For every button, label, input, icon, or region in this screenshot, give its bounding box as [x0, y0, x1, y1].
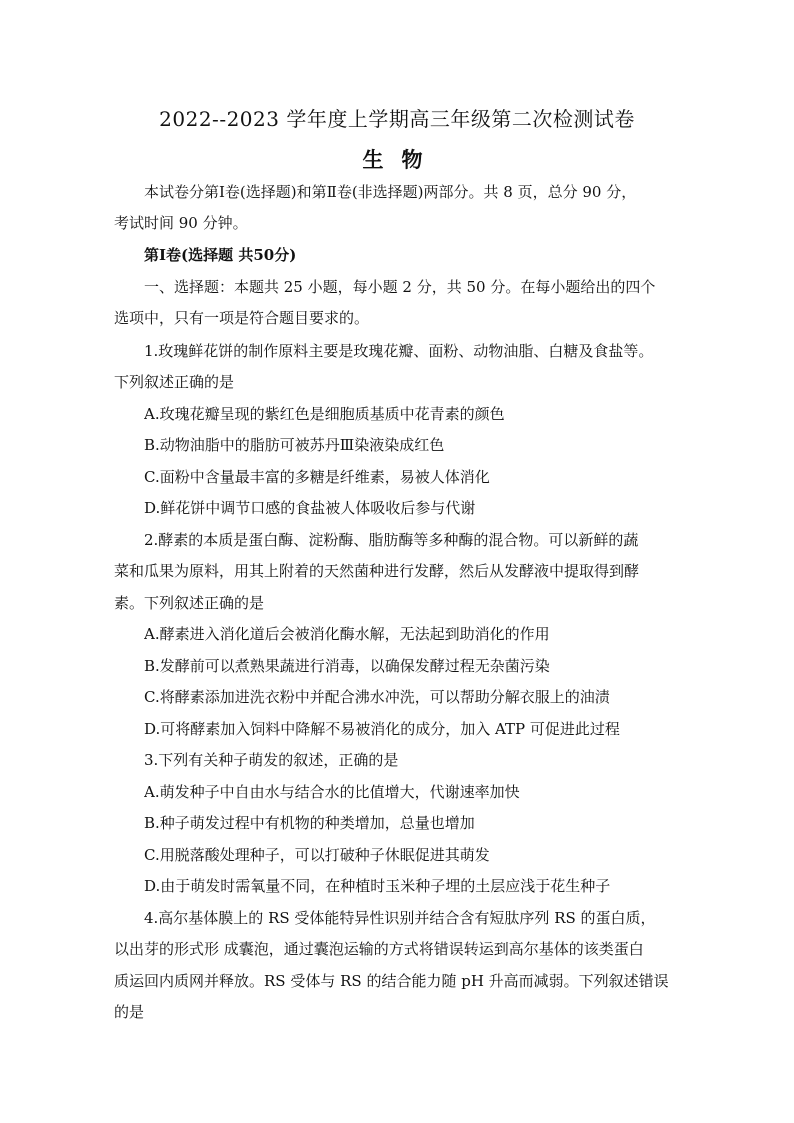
question-option: D.鲜花饼中调节口感的食盐被人体吸收后参与代谢 — [144, 499, 476, 517]
question-stem: 菜和瓜果为原料，用其上附着的天然菌种进行发酵，然后从发酵液中提取得到酵 — [114, 562, 640, 580]
question-option: C.面粉中含量最丰富的多糖是纤维素，易被人体消化 — [144, 468, 490, 486]
question-option: A.萌发种子中自由水与结合水的比值增大，代谢速率加快 — [144, 783, 520, 801]
question-stem: 质运回内质网并释放。RS 受体与 RS 的结合能力随 pH 升高而减弱。下列叙述错误 — [114, 972, 669, 990]
question-option: C.将酵素添加进洗衣粉中并配合沸水冲洗，可以帮助分解衣服上的油渍 — [144, 688, 610, 706]
question-option: A.酵素进入消化道后会被消化酶水解，无法起到助消化的作用 — [144, 625, 550, 643]
question-stem: 4.高尔基体膜上的 RS 受体能特异性识别并结合含有短肽序列 RS 的蛋白质， — [144, 909, 656, 927]
intro-line: 本试卷分第Ⅰ卷(选择题)和第Ⅱ卷(非选择题)两部分。共 8 页，总分 90 分， — [144, 183, 637, 201]
question-stem: 的是 — [114, 1003, 145, 1021]
question-option: D.可将酵素加入饲料中降解不易被消化的成分，加入 ATP 可促进此过程 — [144, 720, 620, 738]
question-stem: 2.酵素的本质是蛋白酶、淀粉酶、脂肪酶等多种酶的混合物。可以新鲜的蔬 — [144, 531, 639, 549]
question-stem: 以出芽的形式形 成囊泡，通过囊泡运输的方式将错误转运到高尔基体的该类蛋白 — [114, 940, 644, 958]
question-stem: 3.下列有关种子萌发的叙述，正确的是 — [144, 751, 399, 769]
intro-line: 考试时间 90 分钟。 — [114, 214, 248, 232]
question-option: A.玫瑰花瓣呈现的紫红色是细胞质基质中花青素的颜色 — [144, 405, 505, 423]
question-stem: 1.玫瑰鲜花饼的制作原料主要是玫瑰花瓣、面粉、动物油脂、白糖及食盐等。 — [144, 342, 654, 360]
question-option: C.用脱落酸处理种子，可以打破种子休眠促进其萌发 — [144, 846, 490, 864]
instruction-line: 一、选择题：本题共 25 小题，每小题 2 分，共 50 分。在每小题给出的四个 — [144, 278, 656, 296]
section-heading: 第Ⅰ卷(选择题 共50分) — [144, 246, 297, 264]
question-option: D.由于萌发时需氧量不同，在种植时玉米种子埋的土层应浅于花生种子 — [144, 877, 611, 895]
question-stem: 下列叙述正确的是 — [114, 373, 235, 391]
question-stem: 素。下列叙述正确的是 — [114, 594, 265, 612]
instruction-line: 选项中，只有一项是符合题目要求的。 — [114, 309, 370, 327]
page-title: 2022--2023 学年度上学期高三年级第二次检测试卷 — [159, 107, 635, 131]
question-option: B.种子萌发过程中有机物的种类增加，总量也增加 — [144, 814, 475, 832]
question-option: B.动物油脂中的脂肪可被苏丹Ⅲ染液染成红色 — [144, 436, 445, 454]
question-option: B.发酵前可以煮熟果蔬进行消毒，以确保发酵过程无杂菌污染 — [144, 657, 550, 675]
subject-title: 生物 — [362, 147, 441, 172]
